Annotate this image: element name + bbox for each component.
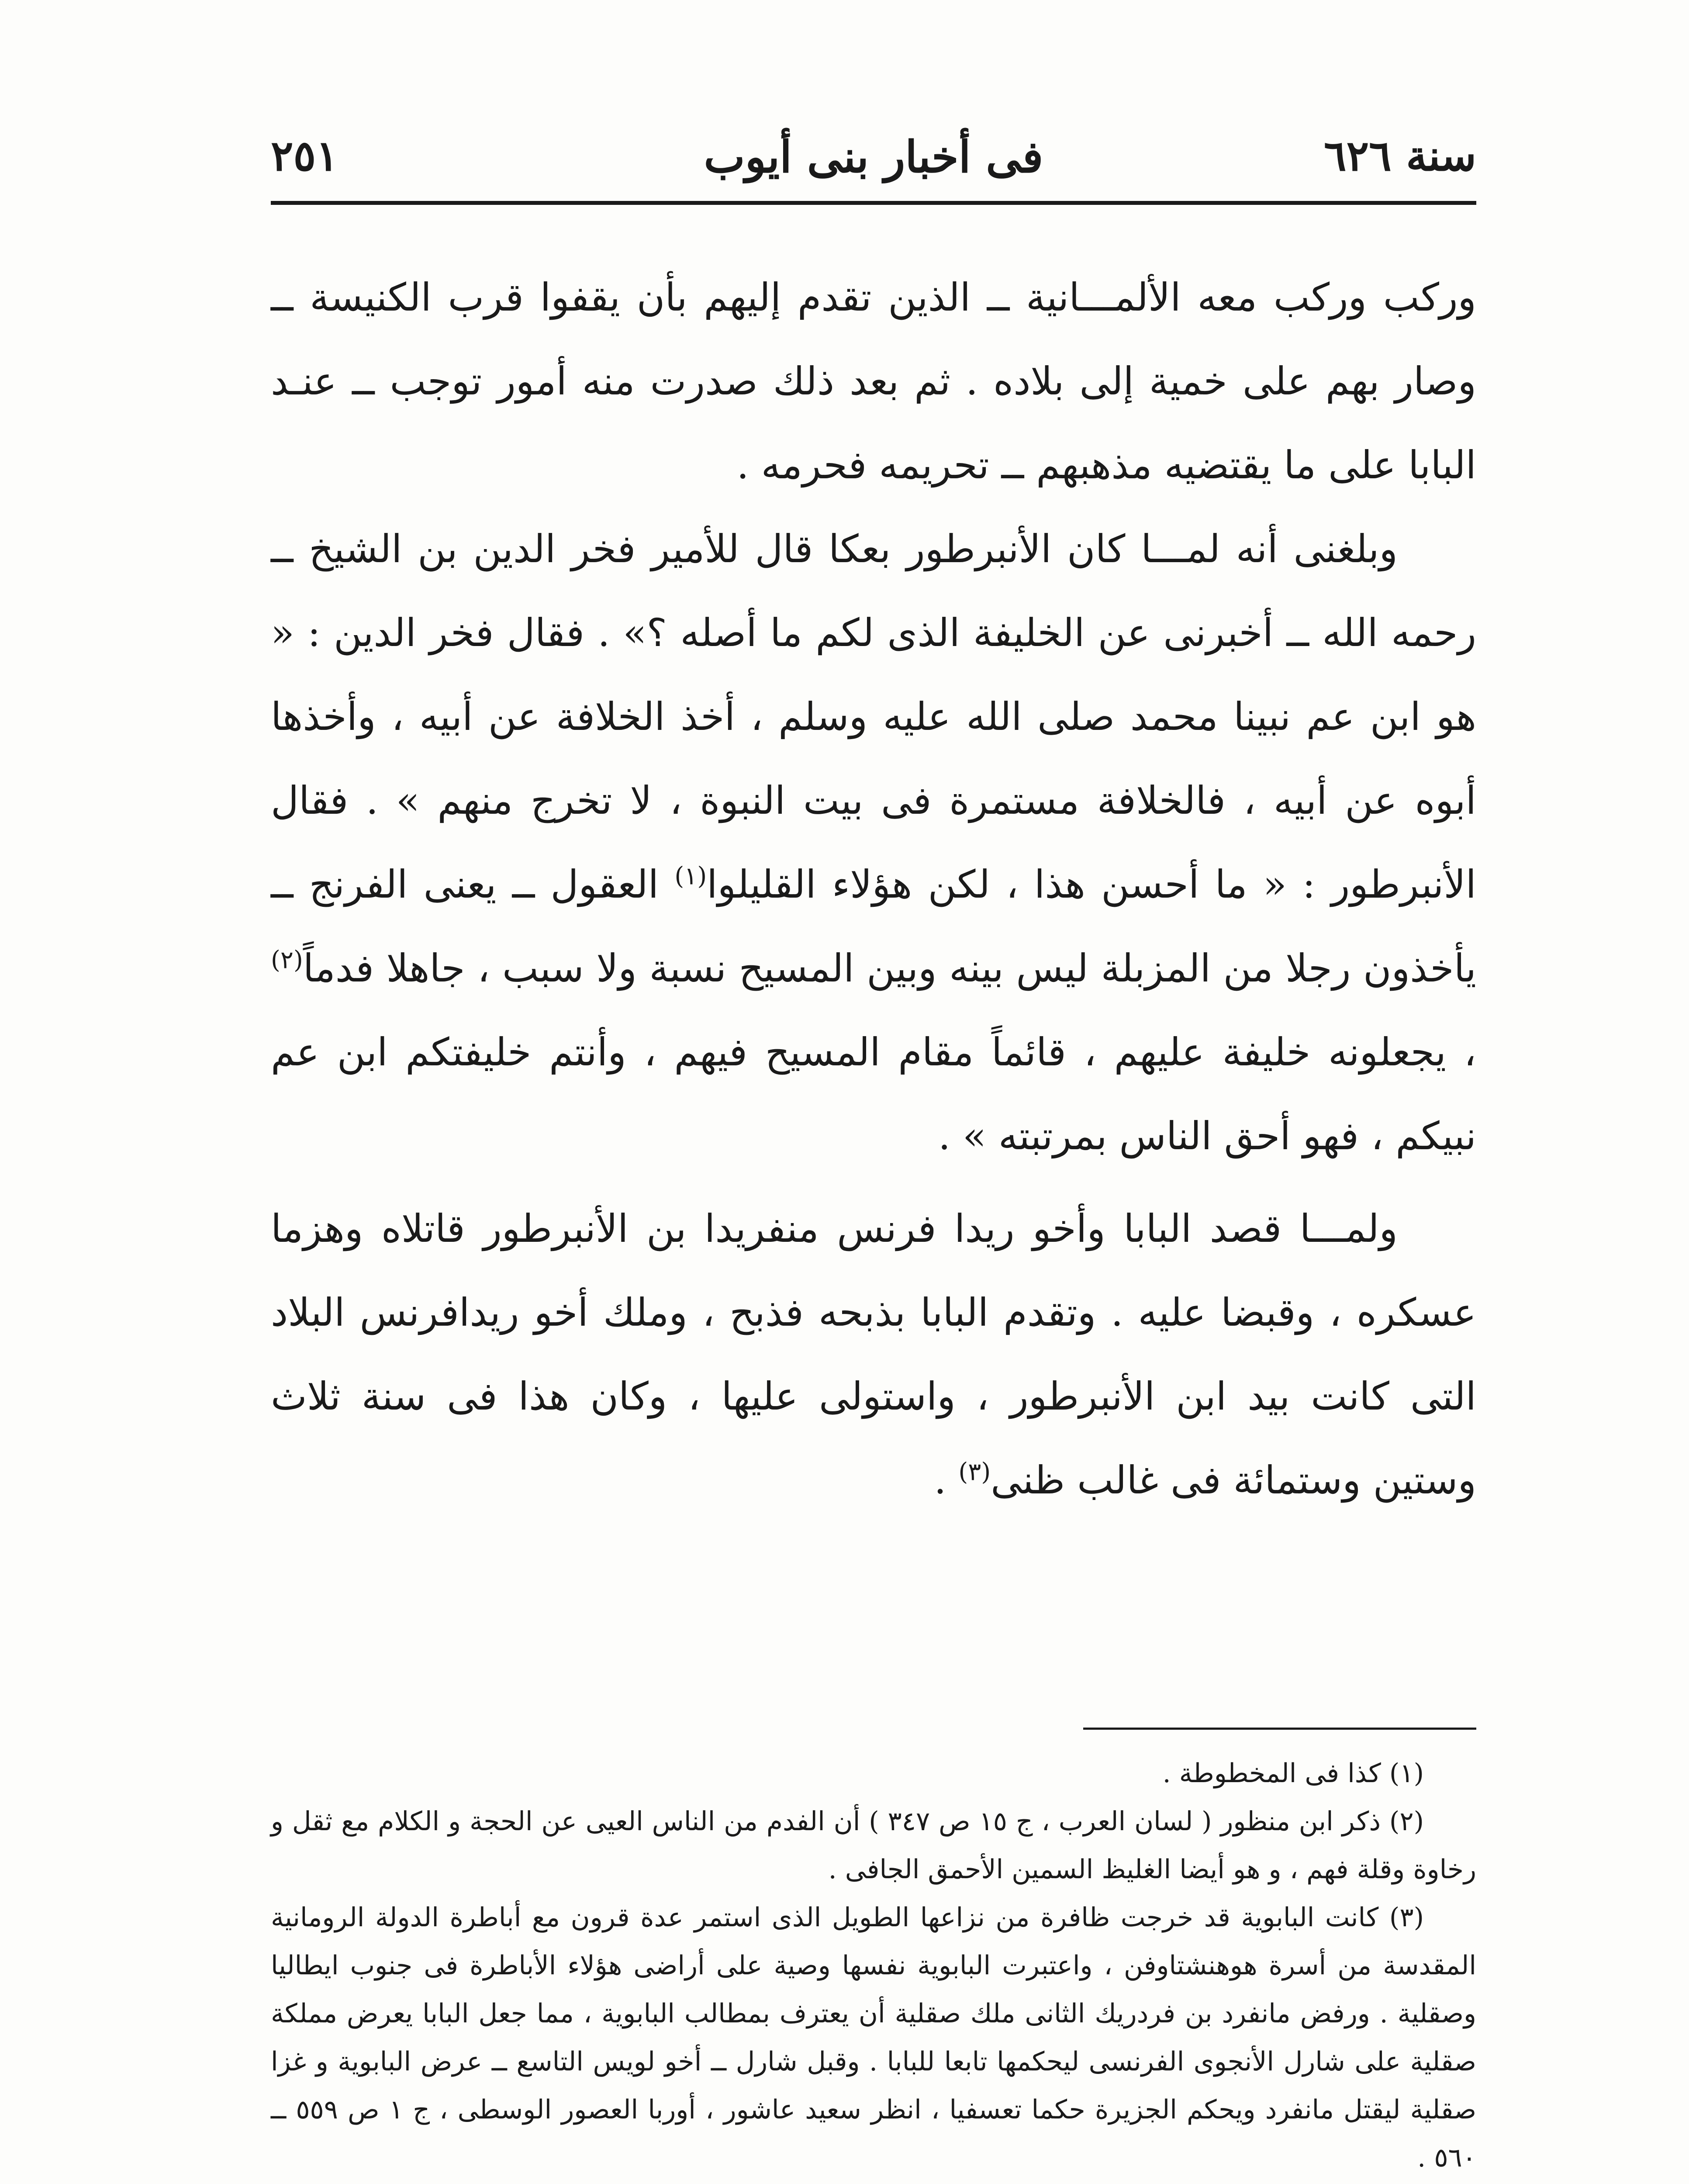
footnotes <box>271 1749 1476 2182</box>
paragraph-2-part-2: العقول ــ يعنى الفرنج ــ يأخذون رجلا من المزبلة ليس بينه وبين المسيح نسبة ولا سبب ، جاهلا فدماً <box>271 862 1476 991</box>
footnote-ref-1: (١) <box>674 862 707 891</box>
page-number: ٢٥١ <box>271 131 338 180</box>
footnote-2: (٢) ذكر ابن منظور ( لسان العرب ، ج ١٥ ص ٣٤٧ ) أن الفدم من الناس العيى عن الحجة و الكلام مع ثقل و رخاوة وقلة فهم ، و هو أيضا الغليظ السمين الأحمق الجافى . <box>271 1806 1476 1885</box>
header-year: سنة ٦٢٦ <box>1324 131 1476 180</box>
footnote-3: (٣) كانت البابوية قد خرجت ظافرة من نزاعها الطويل الذى استمر عدة قرون مع أباطرة الدولة الرومانية المقدسة من أسرة هوهنشتاوفن ، واعتبرت البابوية نفسها وصية على أراضى هؤلاء الأباطرة فى جنوب ايطاليا وصقلية . ورفض مانفرد بن فردريك الثانى ملك صقلية أن يعترف بمطالب البابوية ، مما جعل البابا يعرض مملكة صقلية على شارل الأنجوى الفرنسى ليحكمها تابعا للبابا . وقبل شارل ــ أخو لويس التاسع ــ عرض البابوية و غزا صقلية ليقتل مانفرد ويحكم الجزيرة حكما تعسفيا ، انظر سعيد عاشور ، أوربا العصور الوسطى ، ج ١ ص ٥٥٩ ــ ٥٦٠ . <box>271 1902 1477 2173</box>
footnote-ref-3: (٣) <box>958 1458 991 1486</box>
paragraph-3-part-2: . <box>934 1458 959 1503</box>
footnote-1: (١) كذا فى المخطوطة . <box>1162 1758 1424 1789</box>
running-title: فى أخبار بنى أيوب <box>704 131 1043 183</box>
header-rule <box>271 201 1476 205</box>
paragraph-3 <box>271 1187 1476 1522</box>
paragraph-2-part-3: ، يجعلونه خليفة عليهم ، قائماً مقام المسيح فيهم ، وأنتم خليفتكم ابن عم نبيكم ، فهو أحق الناس بمرتبته » . <box>271 1030 1476 1158</box>
footnote-separator <box>1083 1728 1476 1730</box>
paragraph-3-part-1: ولمـــا قصد البابا وأخو ريدا فرنس منفريدا بن الأنبرطور قاتلاه وهزما عسكره ، وقبضا عليه . وتقدم البابا بذبحه فذبح ، وملك أخو ريدافرنس البلاد التى كانت بيد ابن الأنبرطور ، واستولى عليها ، وكان هذا فى سنة ثلاث وستين وستمائة فى غالب ظنى <box>271 1206 1476 1503</box>
paragraph-2 <box>271 507 1476 1178</box>
running-header <box>271 122 1476 192</box>
paragraph-2-part-1: وبلغنى أنه لمـــا كان الأنبرطور بعكا قال للأمير فخر الدين بن الشيخ ــ رحمه الله ــ أخبرنى عن الخليفة الذى لكم ما أصله ؟» . فقال فخر الدين : « هو ابن عم نبينا محمد صلى الله عليه وسلم ، أخذ الخلافة عن أبيه ، وأخذها أبوه عن أبيه ، فالخلافة مستمرة فى بيت النبوة ، لا تخرج منهم » . فقال الأنبرطور : « ما أحسن هذا ، لكن هؤلاء القليلوا <box>271 526 1477 907</box>
paragraph-1: وركب وركب معه الألمـــانية ــ الذين تقدم إليهم بأن يقفوا قرب الكنيسة ــ وصار بهم على خمية إلى بلاده . ثم بعد ذلك صدرت منه أمور توجب ــ عنـد البابا على ما يقتضيه مذهبهم ــ تحريمه فحرمه . <box>271 275 1476 487</box>
main-text <box>271 256 1476 1522</box>
footnote-ref-2: (٢) <box>271 946 303 975</box>
